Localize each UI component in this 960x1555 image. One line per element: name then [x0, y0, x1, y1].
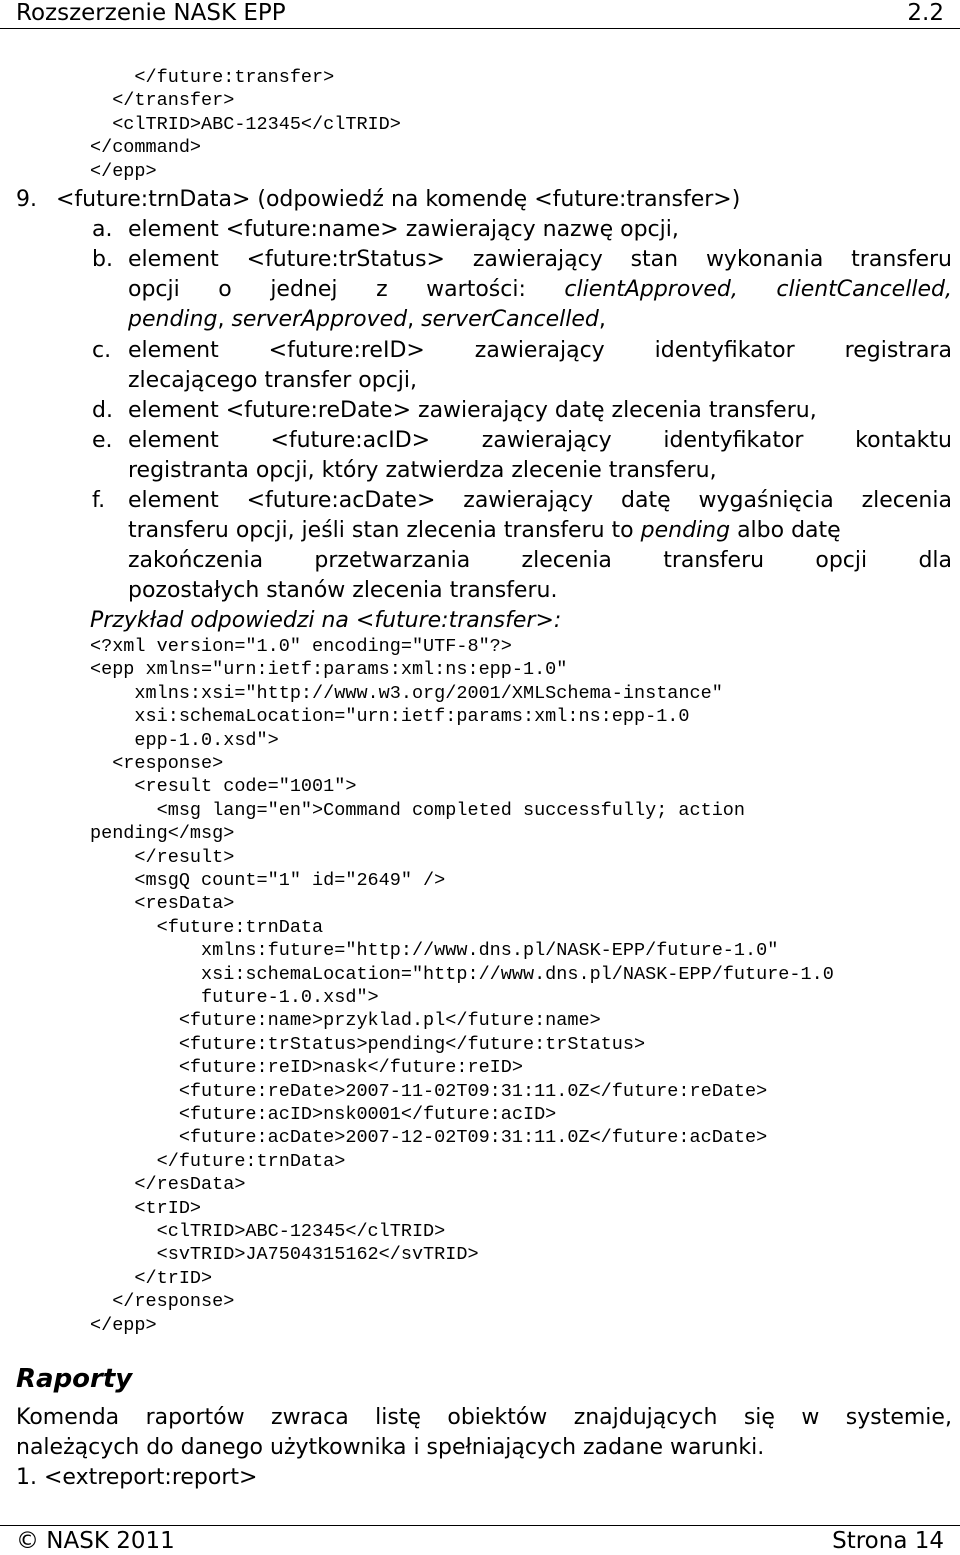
word: się — [743, 1405, 775, 1430]
text-run: transferu opcji, jeśli stan zlecenia transferu to — [128, 518, 641, 543]
code-line: <trID> — [90, 1197, 202, 1219]
code-line: </command> — [90, 137, 202, 159]
code-line: pending</msg> — [90, 823, 235, 845]
code-line: xmlns:xsi="http://www.w3.org/2001/XMLSchema-instance" — [90, 682, 723, 704]
status-value: pending — [128, 307, 218, 332]
word: stan — [630, 247, 679, 272]
list-marker: a. — [92, 217, 113, 242]
raporty-para-line2: należących do danego użytkownika i spełniających zadane warunki. — [16, 1435, 765, 1460]
word: <future:trStatus> — [246, 247, 445, 272]
item-e-line2: registranta opcji, który zatwierdza zlecenie transferu, — [128, 458, 717, 483]
word: wygaśnięcia — [698, 488, 834, 513]
list-marker: b. — [92, 247, 113, 272]
code-line: epp-1.0.xsd"> — [90, 729, 279, 751]
code-line: </transfer> — [90, 90, 235, 112]
word: listę — [375, 1405, 421, 1430]
word: Komenda — [16, 1405, 120, 1430]
code-line: <clTRID>ABC-12345</clTRID> — [90, 113, 401, 135]
word: obiektów — [447, 1405, 548, 1430]
code-line: <future:acDate>2007-12-02T09:31:11.0Z</future:acDate> — [90, 1127, 768, 1149]
word: <future:acID> — [270, 428, 431, 453]
item-f-line4: pozostałych stanów zlecenia transferu. — [128, 578, 558, 603]
word: wykonania — [705, 247, 824, 272]
item-a-text: element <future:name> zawierający nazwę opcji, — [128, 217, 679, 242]
word: o — [218, 277, 232, 302]
word: przetwarzania — [314, 548, 471, 573]
list-marker: f. — [92, 488, 106, 513]
word: <future:acDate> — [246, 488, 436, 513]
word: opcji — [128, 277, 180, 302]
page-header — [0, 0, 960, 28]
word: registrara — [844, 338, 952, 363]
code-line: <future:name>przyklad.pl</future:name> — [90, 1010, 601, 1032]
word: z — [376, 277, 388, 302]
item-f-line2 — [128, 516, 841, 546]
word: opcji — [815, 548, 868, 573]
text-run: albo datę — [730, 518, 841, 543]
code-line: <?xml version="1.0" encoding="UTF-8"?> — [90, 636, 512, 657]
list-marker: e. — [92, 428, 113, 453]
code-line: <clTRID>ABC-12345</clTRID> — [90, 1221, 446, 1242]
code-line: </response> — [90, 1291, 235, 1313]
list-marker: c. — [92, 338, 112, 363]
word: zlecenia — [861, 488, 952, 513]
word: wartości: — [426, 277, 526, 302]
word: datę — [621, 488, 671, 513]
word: <future:reID> — [268, 338, 425, 363]
word: element — [128, 428, 219, 453]
item-e-line1 — [128, 426, 952, 456]
code-line: </trID> — [90, 1267, 213, 1289]
word: zakończenia — [128, 548, 264, 573]
footer-divider — [0, 1525, 960, 1526]
word: zawierający — [463, 488, 594, 513]
word: identyfikator — [654, 338, 795, 363]
word: zwraca — [271, 1405, 349, 1430]
code-line: </epp> — [90, 160, 157, 182]
word: znajdujących — [573, 1405, 718, 1430]
code-line: <result code="1001"> — [90, 776, 357, 798]
word: raportów — [145, 1405, 245, 1430]
code-line: </epp> — [90, 1314, 157, 1336]
code-line: </result> — [90, 846, 235, 868]
item-b-line2 — [128, 275, 952, 305]
item-c-line2: zlecającego transfer opcji, — [128, 368, 418, 393]
word: jednej — [270, 277, 338, 302]
item-f-line3 — [128, 546, 952, 576]
raporty-para-line1 — [16, 1403, 952, 1433]
code-line: <future:acID>nsk0001</future:acID> — [90, 1104, 557, 1125]
code-line: </resData> — [90, 1174, 246, 1196]
item-c-line1 — [128, 336, 952, 366]
word: zawierający — [481, 428, 612, 453]
word: element — [128, 338, 219, 363]
item-9-text: <future:trnData> (odpowiedź na komendę <future:transfer>) — [56, 187, 741, 212]
item-d-text: element <future:reDate> zawierający datę zlecenia transferu, — [128, 398, 817, 423]
word: zlecenia — [521, 548, 612, 573]
list-marker: d. — [92, 398, 113, 423]
header-divider — [0, 28, 960, 29]
item-f-line1 — [128, 486, 952, 516]
word: w — [801, 1405, 820, 1430]
code-line: <future:trnData — [90, 916, 324, 938]
word: zawierający — [474, 338, 605, 363]
word: dla — [918, 548, 952, 573]
code-line: <future:trStatus>pending</future:trStatus> — [90, 1033, 646, 1055]
word: transferu — [851, 247, 952, 272]
raporty-item-1: 1. <extreport:report> — [16, 1465, 258, 1490]
code-line: </future:trnData> — [90, 1150, 346, 1172]
word: element — [128, 247, 219, 272]
code-line: <response> — [90, 753, 224, 774]
code-line: xsi:schemaLocation="http://www.dns.pl/NASK-EPP/future-1.0 — [90, 963, 834, 985]
word: identyfikator — [663, 428, 804, 453]
word: element — [128, 488, 219, 513]
word: zawierający — [472, 247, 603, 272]
item-b-line1 — [128, 245, 952, 275]
word: kontaktu — [855, 428, 952, 453]
status-value: pending — [640, 518, 731, 543]
example-heading: Przykład odpowiedzi na <future:transfer>: — [90, 608, 562, 633]
section-heading: Raporty — [16, 1364, 133, 1394]
status-value: serverCancelled — [421, 307, 599, 332]
code-line: xmlns:future="http://www.dns.pl/NASK-EPP/future-1.0" — [90, 940, 779, 962]
code-line: <msg lang="en">Command completed successfully; action — [90, 799, 746, 821]
code-line: future-1.0.xsd"> — [90, 987, 379, 1008]
footer-copyright: © NASK 2011 — [16, 1528, 175, 1554]
document-title: Rozszerzenie NASK EPP — [16, 0, 286, 26]
word: clientCancelled, — [776, 277, 952, 302]
code-line: <msgQ count="1" id="2649" /> — [90, 870, 446, 891]
code-line: <future:reDate>2007-11-02T09:31:11.0Z</future:reDate> — [90, 1080, 768, 1102]
code-line: <epp xmlns="urn:ietf:params:xml:ns:epp-1.0" — [90, 659, 568, 681]
word: transferu — [663, 548, 765, 573]
code-line: <future:reID>nask</future:reID> — [90, 1057, 523, 1079]
footer-page-number: Strona 14 — [832, 1528, 944, 1554]
code-line: </future:transfer> — [90, 67, 335, 88]
code-line: <svTRID>JA7504315162</svTRID> — [90, 1244, 479, 1266]
code-line: <resData> — [90, 893, 235, 915]
status-value: serverApproved — [231, 307, 408, 332]
word: clientApproved, — [564, 277, 738, 302]
list-marker: 9. — [16, 187, 37, 212]
word: systemie, — [845, 1405, 952, 1430]
item-b-line3: pending, serverApproved, serverCancelled, — [128, 307, 606, 332]
section-number: 2.2 — [907, 0, 944, 26]
code-line: xsi:schemaLocation="urn:ietf:params:xml:ns:epp-1.0 — [90, 706, 690, 728]
